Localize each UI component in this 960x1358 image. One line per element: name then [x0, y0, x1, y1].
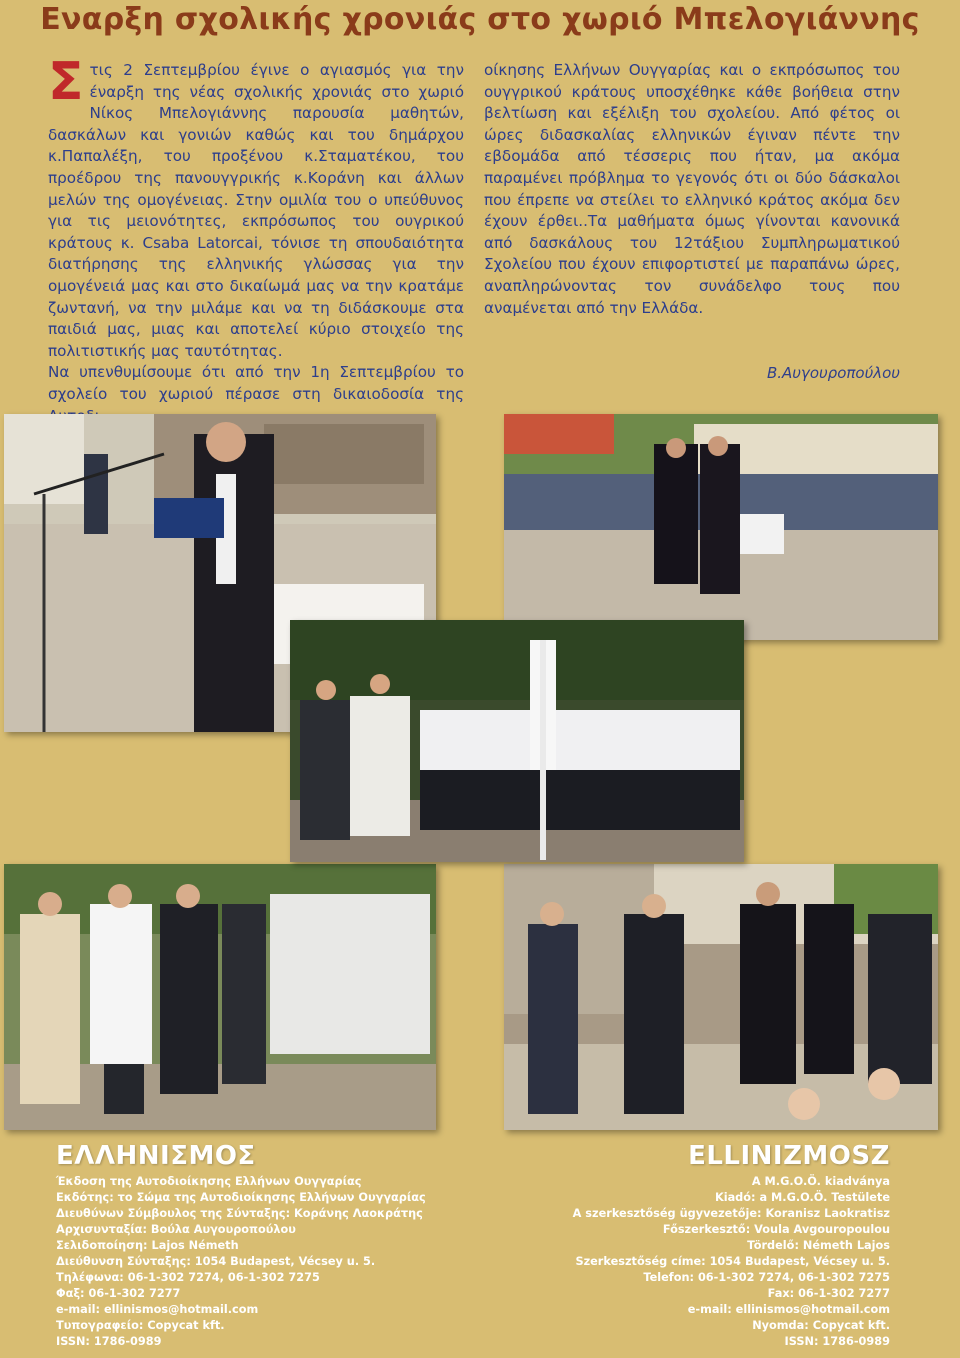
footer-line: Tördelő: Németh Lajos — [747, 1239, 890, 1252]
footer-line: ISSN: 1786-0989 — [784, 1335, 890, 1348]
photo-priests — [504, 414, 938, 640]
footer-line: Φαξ: 06-1-302 7277 — [56, 1287, 181, 1300]
footer-line: Telefon: 06-1-302 7274, 06-1-302 7275 — [643, 1271, 890, 1284]
footer-line: Főszerkesztő: Voula Avgouropoulou — [662, 1223, 890, 1236]
photo-ceremony — [504, 864, 938, 1130]
footer-line: Εκδότης: το Σώμα της Αυτοδιοίκησης Ελλήνων Ουγγαρίας — [56, 1191, 426, 1204]
footer-email[interactable]: e-mail: ellinismos@hotmail.com — [687, 1303, 890, 1316]
article-text-1: τις 2 Σεπτεμβρίου έγινε ο αγιασμός για την έναρξη της νέας σχολικής χρονιάς στο χωριό Νίκος Μπελογιάννης παρουσία μαθητών, δασκάλων και γονιών καθώς και του δημάρχου κ.Παπαλέξη, του προξένου κ.Σταματέκου, του προέδρου της πανουγγρικής κ.Κοράνη και άλλων μελών της ομογένειας. Στην ομιλία του ο υπεύθυνος για τις μειονότητες, εκπρόσωπος του ουγρικού κράτους κ. Csaba Latorcai, τόνισε τη σπουδαιότητα διατήρησης της ελληνικής γλώσσας για την ομογένειά μας και στο δικαίωμά μας να την κρατάμε ζωντανή, να την μιλάμε και να τη διδάσκουμε στα παιδιά μας, μιας και αποτελεί κύριο στοιχείο της πολιτιστικής μας ταυτότητας. — [48, 61, 464, 360]
article-paragraph-1 — [48, 52, 464, 362]
photo-students-banner — [290, 620, 744, 862]
footer-line: Kiadó: a M.G.O.Ö. Testülete — [714, 1191, 890, 1204]
footer-email[interactable]: e-mail: ellinismos@hotmail.com — [56, 1303, 259, 1316]
footer-line: ISSN: 1786-0989 — [56, 1335, 162, 1348]
footer-line: Διευθύνων Σύμβουλος της Σύνταξης: Κοράνης Λαοκράτης — [56, 1207, 423, 1220]
footer-line: A szerkesztőség ügyvezetője: Koranisz Laokratisz — [572, 1207, 890, 1220]
footer-line: Τυπογραφείο: Copycat kft. — [56, 1319, 225, 1332]
footer-line: A M.G.O.Ö. kiadványa — [751, 1175, 890, 1188]
footer-line: Nyomda: Copycat kft. — [752, 1319, 890, 1332]
brand-ellinismos: ΕΛΛΗΝΙΣΜΟΣ — [56, 1141, 256, 1171]
author-signature: Β.Αυγουροπούλου — [766, 364, 900, 382]
footer-line: Szerkesztőség címe: 1054 Budapest, Vécsey u. 5. — [575, 1255, 890, 1268]
article-paragraph-2: Να υπενθυμίσουμε ότι από την 1η Σεπτεμβρίου το σχολείο του χωριού πέρασε στη δικαιοδοσία της — [48, 363, 464, 403]
drop-cap: Σ — [48, 52, 84, 112]
article-paragraph-3: οίκησης Ελλήνων Ουγγαρίας και ο εκπρόσωπος του ουγγρικού κράτους υποσχέθηκε κάθε βοήθεια στην βελτίωση και εξέλιξη του σχολείου. Από φέτος οι ώρες διδασκαλίας ελληνικών έγιναν πέντε την εβδομάδα από τέσσερις που ήταν, μα ακόμα παραμένει πρόβλημα το γεγονός ότι οι δύο δάσκαλοι που έπρεπε να στείλει το ελληνικό κράτος ακόμα δεν έχουν έρθει..Τα μαθήματα όμως γίνονται κανονικά από δασκάλους του 12τάξιου Συμπληρωματικού Σχολείου που έχουν επιφορτιστεί με παραπάνω ώρες, αναπληρώνοντας τον συνάδελφο τους που αναμένεται από την Ελλάδα. — [484, 61, 900, 317]
footer-line: Έκδοση της Αυτοδιοίκησης Ελλήνων Ουγγαρίας — [56, 1175, 362, 1188]
footer-greek — [56, 1138, 476, 1350]
footer-line: Αρχισυνταξία: Βούλα Αυγουροπούλου — [56, 1223, 296, 1236]
footer-line: Σελιδοποίηση: Lajos Németh — [56, 1239, 239, 1252]
article-column-2 — [484, 60, 900, 319]
photo-officials — [4, 864, 436, 1130]
article-column-1 — [48, 52, 464, 427]
footer-line: Fax: 06-1-302 7277 — [767, 1287, 890, 1300]
footer-hungarian — [470, 1138, 890, 1350]
brand-ellinizmosz: ELLINIZMOSZ — [688, 1141, 890, 1171]
footer-line: Τηλέφωνα: 06-1-302 7274, 06-1-302 7275 — [56, 1271, 320, 1284]
page-title: Εναρξη σχολικής χρονιάς στο χωριό Μπελογιάννης — [40, 2, 920, 37]
footer-line: Διεύθυνση Σύνταξης: 1054 Budapest, Vécsey u. 5. — [56, 1255, 376, 1268]
